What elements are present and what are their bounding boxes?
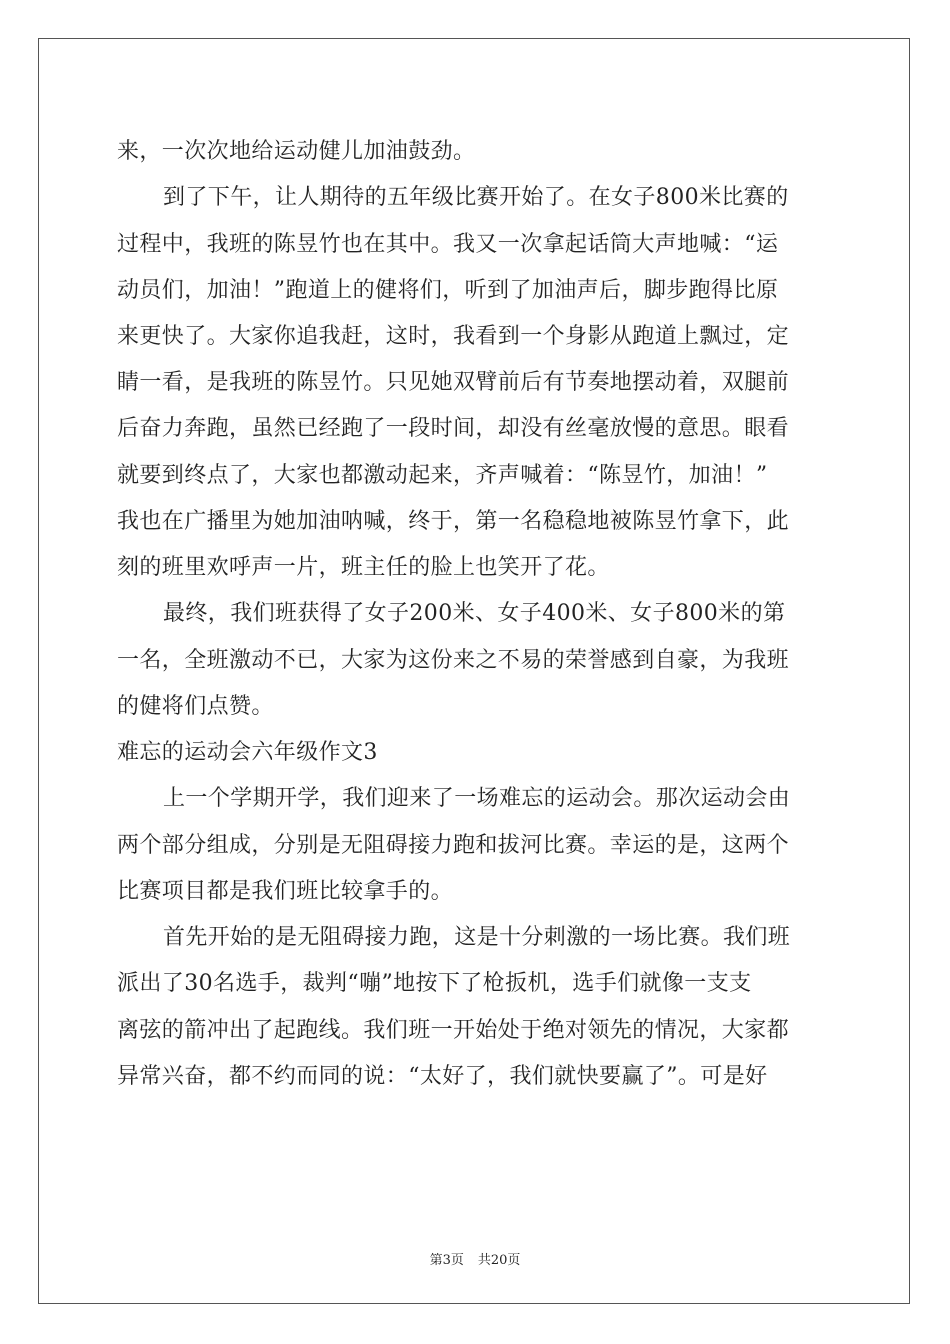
text-line: 派出了30名选手，裁判“嘣”地按下了枪扳机，选手们就像一支支: [117, 971, 752, 996]
text-line: 来，一次次地给运动健儿加油鼓劲。: [117, 139, 476, 164]
text-line: 离弦的箭冲出了起跑线。我们班一开始处于绝对领先的情况，大家都: [117, 1018, 790, 1043]
text-line: 的健将们点赞。: [117, 694, 274, 719]
text-line: 过程中，我班的陈昱竹也在其中。我又一次拿起话筒大声地喊：“运: [117, 232, 779, 257]
page-footer: [0, 1249, 950, 1268]
text-line: 最终，我们班获得了女子200米、女子400米、女子800米的第: [163, 601, 786, 626]
text-line: 睛一看，是我班的陈昱竹。只见她双臂前后有节奏地摆动着，双腿前: [117, 370, 790, 395]
text-line: 到了下午，让人期待的五年级比赛开始了。在女子800米比赛的: [163, 185, 789, 210]
text-line: 动员们，加油！”跑道上的健将们，听到了加油声后，脚步跑得比原: [117, 278, 779, 303]
text-line: 来更快了。大家你追我赶，这时，我看到一个身影从跑道上飘过，定: [117, 324, 790, 349]
text-line: 首先开始的是无阻碍接力跑，这是十分刺激的一场比赛。我们班: [163, 925, 791, 950]
text-line: 两个部分组成，分别是无阻碍接力跑和拔河比赛。幸运的是，这两个: [117, 833, 790, 858]
text-line: 就要到终点了，大家也都激动起来，齐声喊着：“陈昱竹，加油！”: [117, 463, 768, 488]
page-number: 第3页: [429, 1253, 464, 1268]
page-total: 共20页: [477, 1253, 521, 1268]
text-line: 刻的班里欢呼声一片，班主任的脸上也笑开了花。: [117, 555, 610, 580]
text-line: 后奋力奔跑，虽然已经跑了一段时间，却没有丝毫放慢的意思。眼看: [117, 416, 790, 441]
section-heading: 难忘的运动会六年级作文3: [117, 740, 378, 765]
text-line: 比赛项目都是我们班比较拿手的。: [117, 879, 454, 904]
text-line: 一名，全班激动不已，大家为这份来之不易的荣誉感到自豪，为我班: [117, 648, 790, 673]
text-line: 上一个学期开学，我们迎来了一场难忘的运动会。那次运动会由: [163, 786, 791, 811]
text-line: 异常兴奋，都不约而同的说：“太好了，我们就快要赢了”。可是好: [117, 1064, 768, 1089]
text-line: 我也在广播里为她加油呐喊，终于，第一名稳稳地被陈昱竹拿下，此: [117, 509, 790, 534]
